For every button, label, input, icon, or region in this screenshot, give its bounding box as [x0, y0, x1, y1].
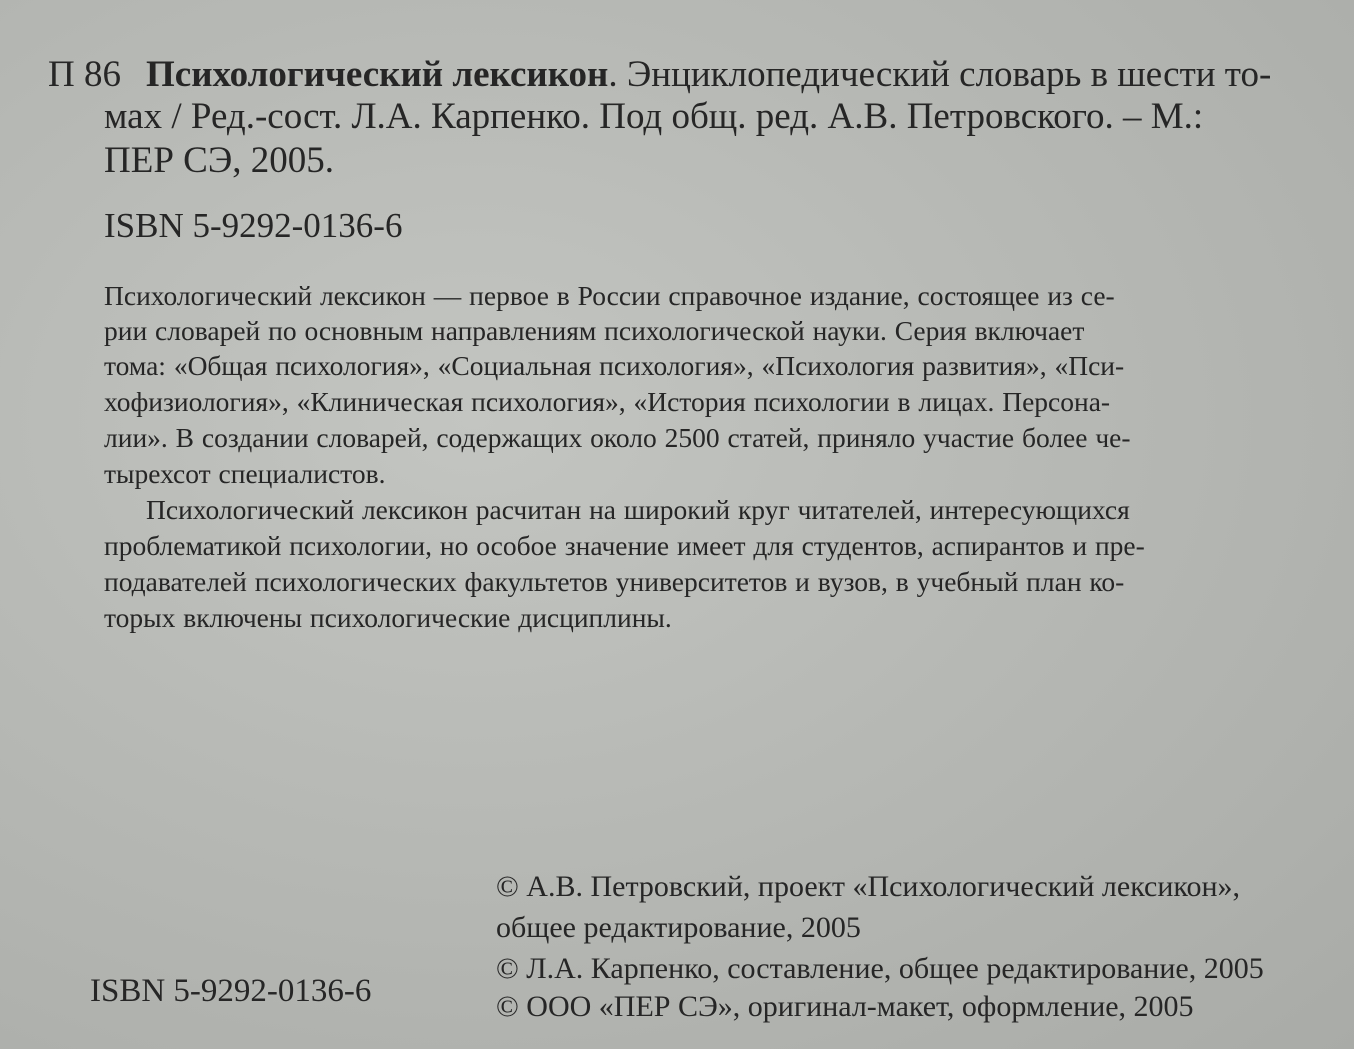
book-title: Психологический лексикон [146, 54, 609, 95]
paragraph-1-line: тома: «Общая психология», «Социальная психология», «Психология развития», «Пси- [104, 350, 1125, 381]
bibliographic-entry-rest: . Энциклопедический словарь в шести то- [608, 54, 1272, 95]
bibliographic-entry-line-3: ПЕР СЭ, 2005. [104, 140, 335, 181]
paragraph-1-line: Психологический лексикон — первое в России справочное издание, состоящее из се- [104, 280, 1115, 311]
paragraph-1-line: тырехсот специалистов. [104, 458, 386, 489]
isbn-bottom: ISBN 5-9292-0136-6 [90, 973, 372, 1009]
paragraph-2-line: проблематикой психологии, но особое значение имеет для студентов, аспирантов и пре- [104, 530, 1145, 561]
bibliographic-entry-line-2: мах / Ред.-сост. Л.А. Карпенко. Под общ. ред. А.В. Петровского. – М.: [104, 96, 1204, 137]
paragraph-2-line: Психологический лексикон расчитан на широкий круг читателей, интересующихся [146, 494, 1130, 525]
bibliographic-entry-line-1 [48, 56, 1271, 93]
paragraph-2-line: подавателей психологических факультетов университетов и вузов, в учебный план ко- [104, 566, 1125, 597]
paragraph-1-line: лии». В создании словарей, содержащих около 2500 статей, приняло участие более че- [104, 422, 1131, 453]
copyright-line: © Л.А. Карпенко, составление, общее редактирование, 2005 [496, 952, 1264, 985]
library-code: П 86 [48, 54, 121, 95]
paragraph-1-line: рии словарей по основным направлениям психологической науки. Серия включает [104, 315, 1085, 346]
copyright-line: © ООО «ПЕР СЭ», оригинал-макет, оформление, 2005 [496, 990, 1194, 1023]
paragraph-2-line: торых включены психологические дисциплины. [104, 602, 672, 633]
isbn-top: ISBN 5-9292-0136-6 [104, 206, 403, 245]
paragraph-1-line: хофизиология», «Клиническая психология», «История психологии в лицах. Персона- [104, 386, 1111, 417]
copyright-line: © А.В. Петровский, проект «Психологический лексикон», [496, 870, 1241, 903]
copyright-line: общее редактирование, 2005 [496, 911, 861, 944]
